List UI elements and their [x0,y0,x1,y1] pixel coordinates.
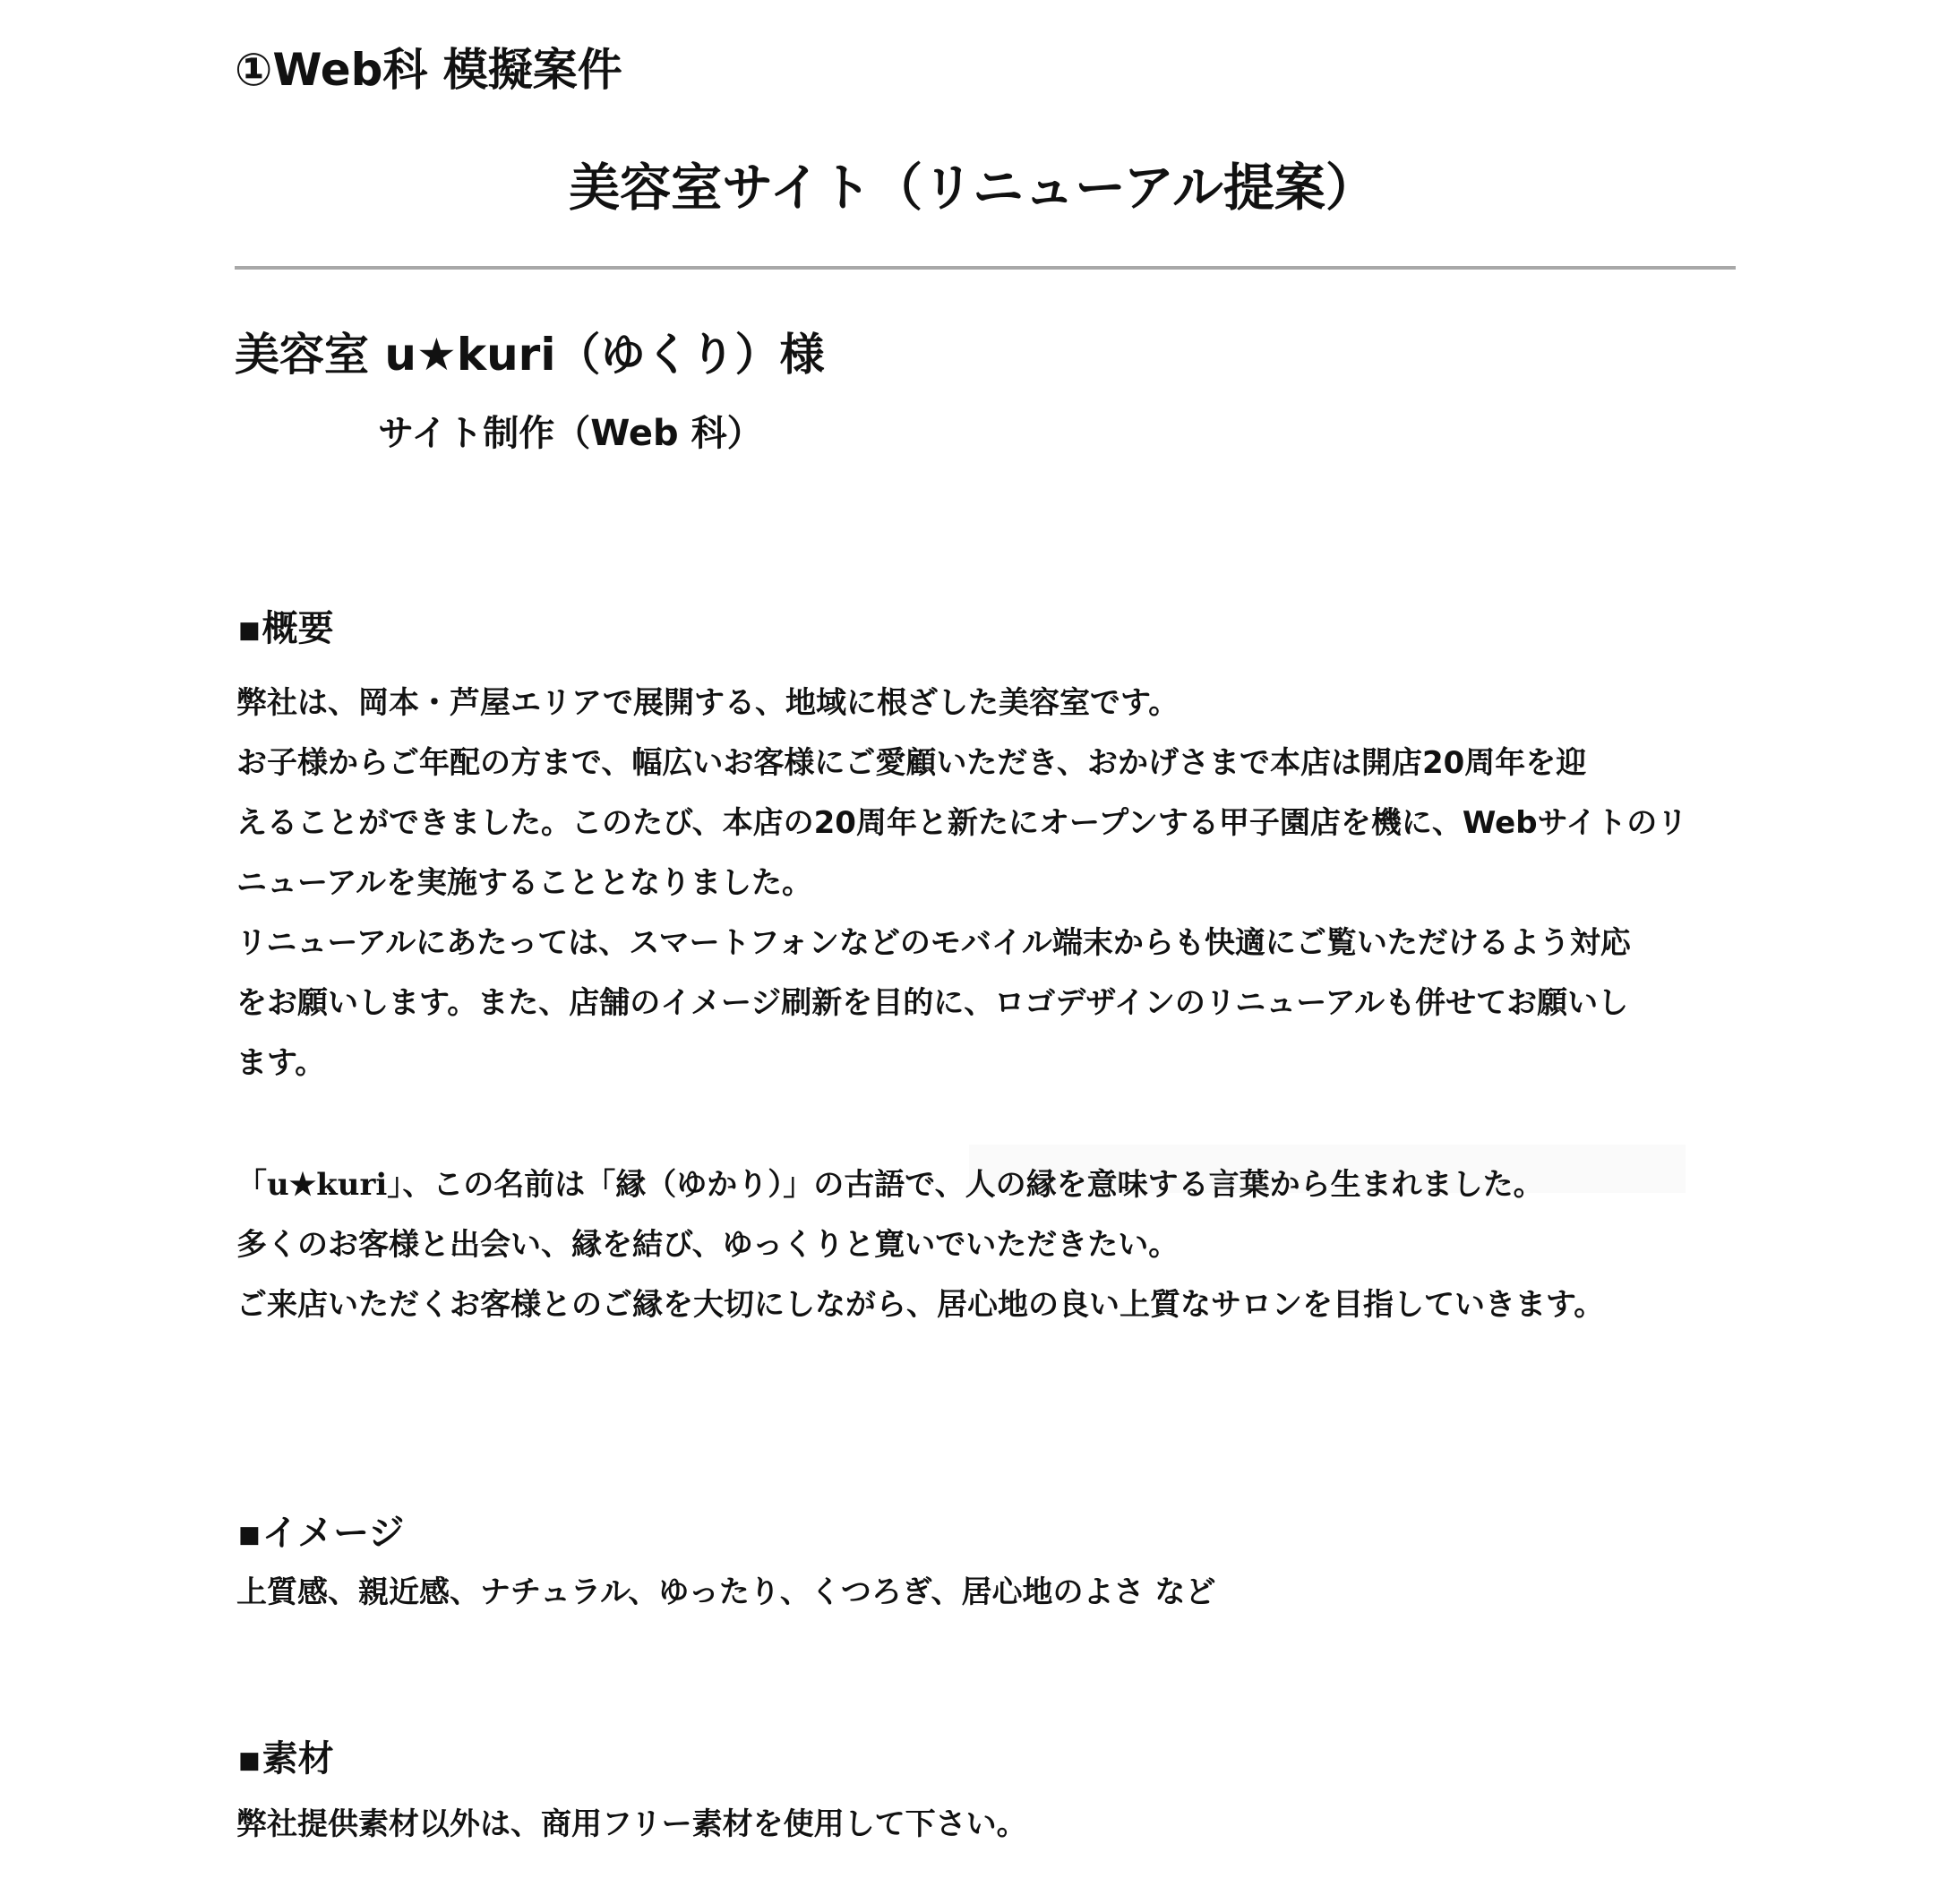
document-title [0,147,1956,220]
bullet-square-icon: ■ [238,1747,261,1774]
overview-line: ニューアルを実施することとなりました。 [236,865,812,901]
overview-section-heading [238,608,334,649]
author-line: サイト制作（Web 科） [378,413,763,454]
overview-line: リニューアルにあたっては、スマートフォンなどのモバイル端末からも快適にご覧いただけるよう対応 [236,925,1631,961]
overview-line: をお願いします。また、店舗のイメージ刷新を目的に、ロゴデザインのリニューアルも併せてお願いし [236,985,1629,1021]
document-title-text: 美容室サイト（リニューアル提案） [569,159,1377,218]
overview-line: えることができました。このたび、本店の20周年と新たにオープンする甲子園店を機に、Webサイトのリ [236,805,1688,841]
title-divider [235,266,1736,270]
overview-heading-text: 概要 [262,608,334,649]
image-heading-text: イメージ [262,1513,405,1554]
naming-line: 多くのお客様と出会い、縁を結び、ゆっくりと寛いでいただきたい。 [236,1227,1180,1263]
materials-section-heading [238,1738,334,1780]
overview-line: ます。 [236,1045,326,1081]
materials-text: 弊社提供素材以外は、商用フリー素材を使用して下さい。 [236,1806,1027,1842]
bullet-square-icon: ■ [238,617,261,644]
brand-name-quote: 「u★kuri」 [236,1167,403,1203]
naming-line [236,1155,1604,1215]
naming-line: ご来店いただくお客様とのご縁を大切にしながら、居心地の良い上質なサロンを目指していきます。 [236,1287,1605,1323]
client-name: 美容室 u★kuri（ゆくり）様 [235,329,825,381]
materials-heading-text: 素材 [262,1738,334,1780]
overview-line: お子様からご年配の方まで、幅広いお客様にご愛顧いただき、おかげさまで本店は開店20周年を迎 [236,745,1587,781]
naming-line-rest: 、この名前は「縁（ゆかり）」の古語で、人の縁を意味する言葉から生まれました。 [402,1167,1544,1203]
image-section-heading [238,1513,405,1554]
overview-line: 弊社は、岡本・芦屋エリアで展開する、地域に根ざした美容室です。 [236,685,1180,721]
bullet-square-icon: ■ [238,1522,261,1548]
naming-paragraph [236,1155,1604,1335]
document-label: ①Web科 模擬案件 [235,44,622,96]
image-keywords: 上質感、親近感、ナチュラル、ゆったり、くつろぎ、居心地のよさ など [236,1574,1216,1610]
overview-paragraph [236,673,1687,1094]
